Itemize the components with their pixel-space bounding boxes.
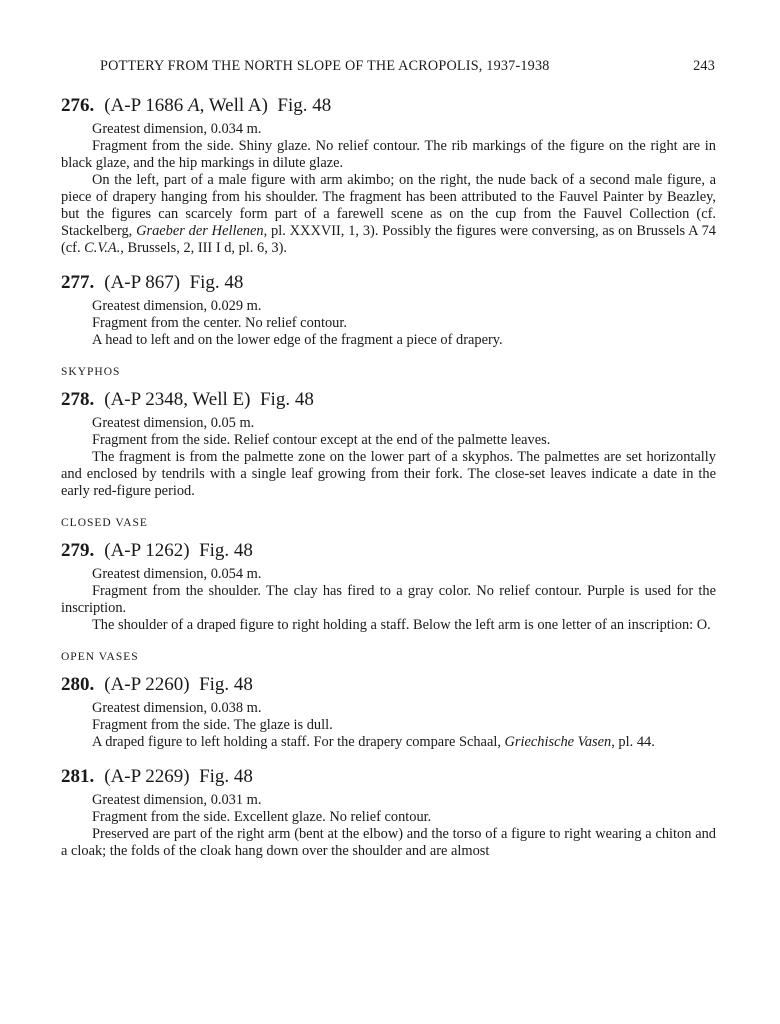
figure-ref: Fig. 48 bbox=[259, 389, 314, 410]
dimension-line: Greatest dimension, 0.038 m. bbox=[92, 700, 262, 716]
section-heading-open-vases: OPEN VASES bbox=[61, 651, 139, 663]
section-heading-skyphos: SKYPHOS bbox=[61, 366, 121, 378]
dimension-line: Greatest dimension, 0.054 m. bbox=[92, 566, 262, 582]
fabric-paragraph: Fragment from the center. No relief contour. bbox=[92, 315, 347, 331]
entry-number: 277. bbox=[61, 272, 95, 293]
dimension-line: Greatest dimension, 0.031 m. bbox=[92, 792, 262, 808]
catalogue-entry-279 bbox=[61, 539, 716, 634]
page-body bbox=[61, 94, 716, 860]
entry-heading bbox=[61, 94, 716, 118]
entry-number: 276. bbox=[61, 95, 95, 116]
inventory-label: (A-P 1686 A, Well A) bbox=[104, 95, 268, 116]
entry-heading bbox=[61, 765, 716, 789]
entry-heading bbox=[61, 271, 716, 295]
catalogue-entry-276 bbox=[61, 94, 716, 257]
entry-number: 278. bbox=[61, 389, 95, 410]
catalogue-entry-278 bbox=[61, 388, 716, 500]
description-paragraph: The fragment is from the palmette zone on the lower part of a skyphos. The palmettes are set horizontally and enclosed by tendrils with a single leaf growing from their fork. The close-set leaves indicate a date in the early red-figure period. bbox=[61, 449, 716, 499]
running-header bbox=[100, 58, 715, 75]
entry-heading bbox=[61, 388, 716, 412]
entry-number: 279. bbox=[61, 540, 95, 561]
fabric-paragraph: Fragment from the side. Relief contour except at the end of the palmette leaves. bbox=[92, 432, 551, 448]
catalogue-entry-277 bbox=[61, 271, 716, 349]
description-paragraph: The shoulder of a draped figure to right holding a staff. Below the left arm is one letter of an inscription: O. bbox=[92, 617, 711, 633]
inventory-label: (A-P 2260) bbox=[104, 674, 190, 695]
inventory-label: (A-P 1262) bbox=[104, 540, 190, 561]
description-paragraph: A draped figure to left holding a staff. For the drapery compare Schaal, Griechische Vasen, pl. 44. bbox=[92, 734, 655, 750]
fabric-paragraph: Fragment from the shoulder. The clay has fired to a gray color. No relief contour. Purple is used for the inscription. bbox=[61, 583, 716, 616]
fabric-paragraph: Fragment from the side. Excellent glaze. No relief contour. bbox=[92, 809, 432, 825]
page-number: 243 bbox=[693, 58, 715, 74]
dimension-line: Greatest dimension, 0.05 m. bbox=[92, 415, 255, 431]
description-paragraph: On the left, part of a male figure with arm akimbo; on the right, the nude back of a second male figure, a piece of drapery hanging from his shoulder. The fragment has been attributed to the Fauvel Painter by Beazley, but the figures can scarcely form part of a farewell scene as on the cup from the Fauvel Collection (cf. Stackelberg, Graeber der Hellenen, pl. XXXVII, 1, 3). Possibly the figures were conversing, as on Brussels A 74 (cf. C.V.A., Brussels, 2, III I d, pl. 6, 3). bbox=[61, 172, 716, 256]
entry-number: 281. bbox=[61, 766, 95, 787]
entry-heading bbox=[61, 673, 716, 697]
description-paragraph: Preserved are part of the right arm (bent at the elbow) and the torso of a figure to right wearing a chiton and a cloak; the folds of the cloak hang down over the shoulder and are almost bbox=[61, 826, 716, 859]
figure-ref: Fig. 48 bbox=[199, 674, 253, 695]
figure-ref: Fig. 48 bbox=[189, 272, 244, 293]
entry-number: 280. bbox=[61, 674, 95, 695]
dimension-line: Greatest dimension, 0.034 m. bbox=[92, 121, 262, 137]
catalogue-entry-281 bbox=[61, 765, 716, 860]
figure-ref: Fig. 48 bbox=[199, 766, 253, 787]
figure-ref: Fig. 48 bbox=[199, 540, 253, 561]
figure-ref: Fig. 48 bbox=[277, 95, 332, 116]
inventory-label: (A-P 2269) bbox=[104, 766, 190, 787]
running-title: POTTERY FROM THE NORTH SLOPE OF THE ACROPOLIS, 1937-1938 bbox=[100, 58, 550, 74]
dimension-line: Greatest dimension, 0.029 m. bbox=[92, 298, 262, 314]
inventory-label: (A-P 867) bbox=[104, 272, 181, 293]
fabric-paragraph: Fragment from the side. The glaze is dull. bbox=[92, 717, 333, 733]
inventory-label: (A-P 2348, Well E) bbox=[104, 389, 251, 410]
catalogue-entry-280 bbox=[61, 673, 716, 751]
section-heading-closed-vase: CLOSED VASE bbox=[61, 517, 148, 529]
description-paragraph: A head to left and on the lower edge of the fragment a piece of drapery. bbox=[92, 332, 503, 348]
fabric-paragraph: Fragment from the side. Shiny glaze. No relief contour. The rib markings of the figure on the right are in black glaze, and the hip markings in dilute glaze. bbox=[61, 138, 716, 171]
entry-heading bbox=[61, 539, 716, 563]
